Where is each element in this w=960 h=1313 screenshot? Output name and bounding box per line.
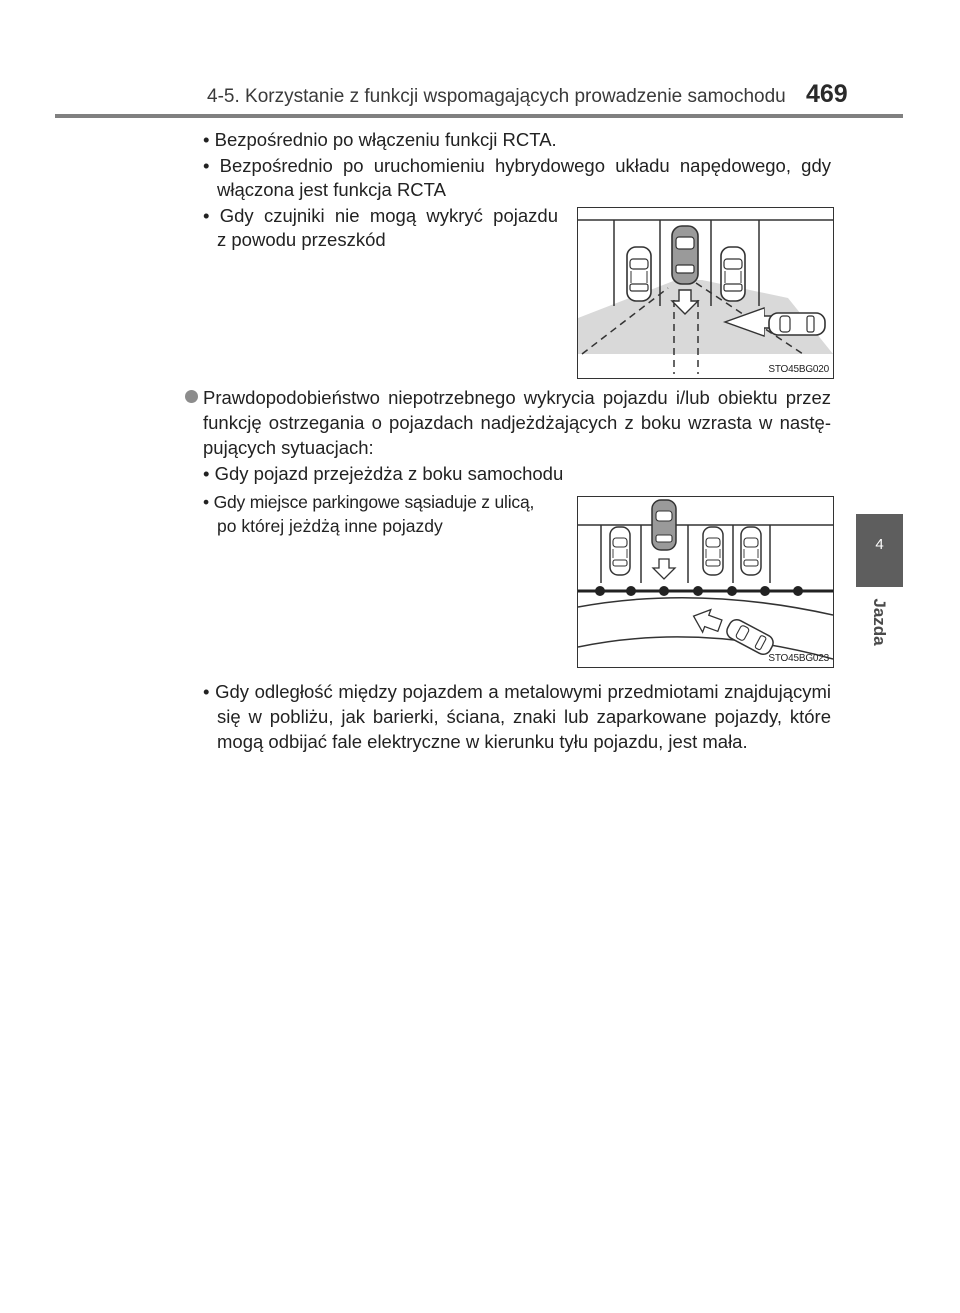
header-divider — [55, 114, 903, 118]
figure-code: STO45BG020 — [768, 364, 829, 375]
chapter-label: Jazda — [870, 598, 889, 646]
paragraph-line-2: funkcję ostrzegania o pojazdach nadjeżdżających z boku wzrasta w nastę- — [203, 412, 831, 433]
bullet-parking-street: • Gdy miejsce parkingowe sąsiaduje z ulicą, — [203, 492, 535, 512]
bullet-rcta-on: • Bezpośrednio po włączeniu funkcji RCTA. — [203, 129, 557, 150]
bullet-parking-street-cont: po której jeżdżą inne pojazdy — [217, 516, 443, 536]
bullet-hybrid-start-cont: włączona jest funkcja RCTA — [217, 179, 446, 200]
figure-parking-street — [577, 496, 834, 668]
bullet-metal-objects-cont-1: się w pobliżu, jak barierki, ściana, znaki lub zaparkowane pojazdy, które — [217, 706, 831, 727]
bullet-metal-objects: • Gdy odległość między pojazdem a metalowymi przedmiotami znajdującymi — [203, 681, 831, 702]
bullet-hybrid-start: • Bezpośrednio po uruchomieniu hybrydowego układu napędowego, gdy — [203, 155, 831, 176]
section-bullet-icon — [185, 390, 198, 403]
parking-street-illustration — [578, 497, 833, 667]
bullet-vehicle-passing: • Gdy pojazd przejeżdża z boku samochodu — [203, 463, 564, 484]
bullet-metal-objects-cont-2: mogą odbijać fale elektryczne w kierunku tyłu pojazdu, jest mała. — [217, 731, 748, 752]
page-number: 469 — [806, 80, 848, 108]
paragraph-line-1: Prawdopodobieństwo niepotrzebnego wykrycia pojazdu i/lub obiektu przez — [203, 387, 831, 408]
section-title: 4-5. Korzystanie z funkcji wspomagających prowadzenie samochodu — [207, 86, 786, 107]
paragraph-line-3: pujących sytuacjach: — [203, 437, 374, 458]
figure-parking-obstacle — [577, 207, 834, 379]
bullet-sensor-obstacle: • Gdy czujniki nie mogą wykryć pojazdu — [203, 205, 558, 226]
parking-obstacle-illustration — [578, 208, 833, 378]
figure-code: STO45BG023 — [768, 653, 829, 664]
chapter-tab — [856, 514, 903, 587]
chapter-number: 4 — [875, 536, 884, 553]
bullet-sensor-obstacle-cont: z powodu przeszkód — [217, 229, 386, 250]
